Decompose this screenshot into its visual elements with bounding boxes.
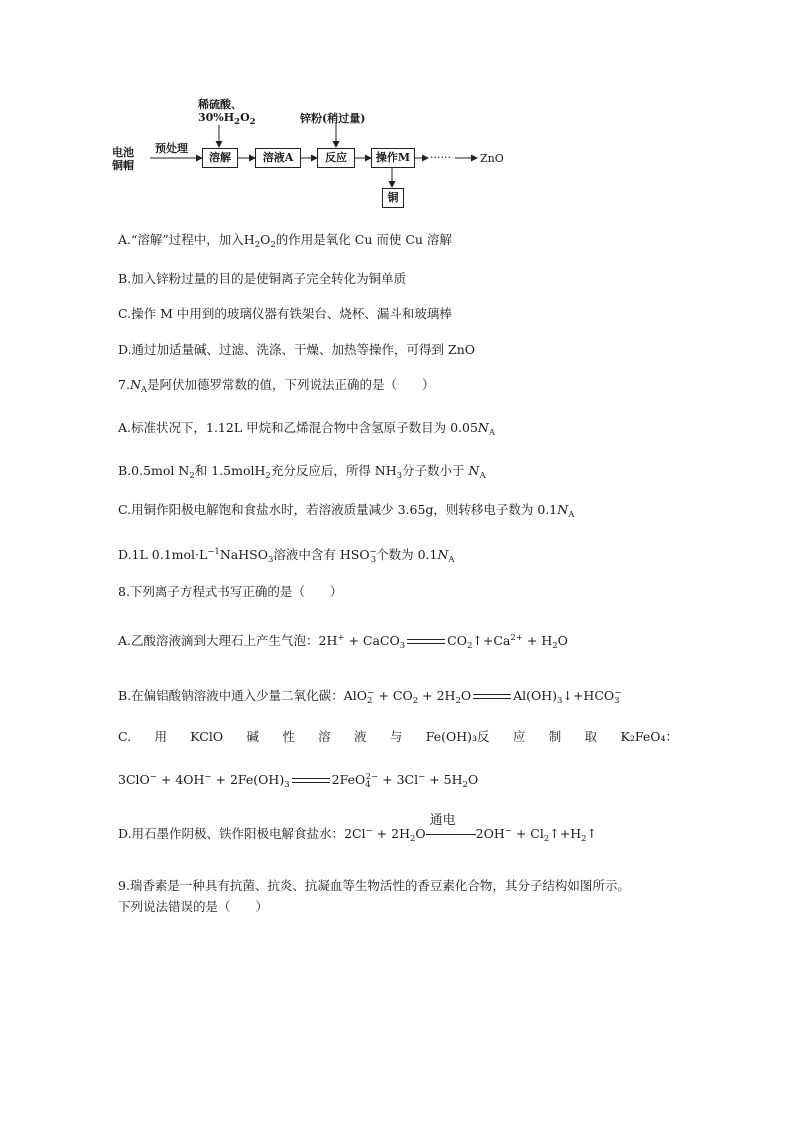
q7-option-c: C.用铜作阳极电解饱和食盐水时，若溶液质量减少 3.65g，则转移电子数为 $0.1N_A$ bbox=[118, 502, 575, 520]
reagent-acid-label: 稀硫酸、 $30\%H_2O_2$ bbox=[198, 98, 256, 127]
q7-stem: $7.N_A$是阿伏加德罗常数的值，下列说法正确的是（ ） bbox=[118, 377, 435, 395]
start-material-label: 电池 铜帽 bbox=[112, 146, 134, 172]
q8-option-a: A.乙酸溶液滴到大理石上产生气泡：2H+ + CaCO$_3$ $CO_2↑+Ca^{2+} + H_2O$ bbox=[118, 633, 568, 651]
q6-option-c: C.操作 M 中用到的玻璃仪器有铁架台、烧杯、漏斗和玻璃棒 bbox=[118, 306, 452, 321]
q8-stem: 8.下列离子方程式书写正确的是（ ） bbox=[118, 584, 343, 599]
product-zno: ZnO bbox=[480, 152, 504, 165]
q9-stem-line1: 9.瑞香素是一种具有抗菌、抗炎、抗凝血等生物活性的香豆素化合物，其分子结构如图所示。 bbox=[118, 878, 630, 893]
reagent-zinc-label: 锌粉(稍过量) bbox=[300, 112, 366, 125]
q7-option-b: B.0.5mol $N_2$和 1.5molH$_2$充分反应后，所得 $NH_3$分子数小于 $N_A$ bbox=[118, 463, 486, 481]
q6-option-b: B.加入锌粉过量的目的是使铜离子完全转化为铜单质 bbox=[118, 271, 407, 286]
q8-option-c-line1: C. 用 KClO 碱 性 溶 液 与 Fe(OH)₃反 应 制 取 K₂FeO₄： bbox=[118, 729, 678, 744]
q7-option-d: D.1L $0.1mol\cdot L^{-1}NaHSO_3$溶液中含有 $HSO^-_3$个数为 $0.1N_A$ bbox=[118, 547, 455, 565]
q7-option-a: A.标准状况下，1.12L 甲烷和乙烯混合物中含氢原子数目为 $0.05N_A$ bbox=[118, 420, 495, 438]
q6-option-a: A.“溶解”过程中，加入$H_2O_2$的作用是氧化 Cu 而使 Cu 溶解 bbox=[118, 232, 452, 250]
box-solution-a: 溶液A bbox=[255, 148, 301, 168]
q8-option-b: B.在偏铝酸钠溶液中通入少量二氧化碳：$AlO_2^- + CO_2 + 2H_2O$ $Al(OH)_3↓+HCO_3^-$ bbox=[118, 688, 622, 706]
q8-option-c-equation: $3ClO^- + 4OH^- + 2Fe(OH)_3$ $2FeO_4^{2-} + 3Cl^- + 5H_2O$ bbox=[118, 772, 479, 790]
box-dissolve: 溶解 bbox=[202, 148, 238, 168]
q8-option-d: D.用石墨作阴极、铁作阳极电解食盐水：$2Cl^- + 2H_2O$ 通电 $2OH^- + Cl_2↑+H_2↑$ bbox=[118, 813, 598, 844]
flow-dots: ······ bbox=[430, 151, 451, 164]
electrolysis-arrow: 通电 bbox=[426, 834, 476, 835]
pretreat-label: 预处理 bbox=[155, 142, 188, 155]
box-react: 反应 bbox=[317, 148, 355, 168]
q6-option-d: D.通过加适量碱、过滤、洗涤、干燥、加热等操作，可得到 ZnO bbox=[118, 342, 476, 357]
box-copper: 铜 bbox=[382, 188, 404, 208]
q9-stem-line2: 下列说法错误的是（ ） bbox=[118, 899, 269, 914]
box-operation-m: 操作M bbox=[371, 148, 415, 168]
process-flowchart bbox=[110, 95, 530, 215]
